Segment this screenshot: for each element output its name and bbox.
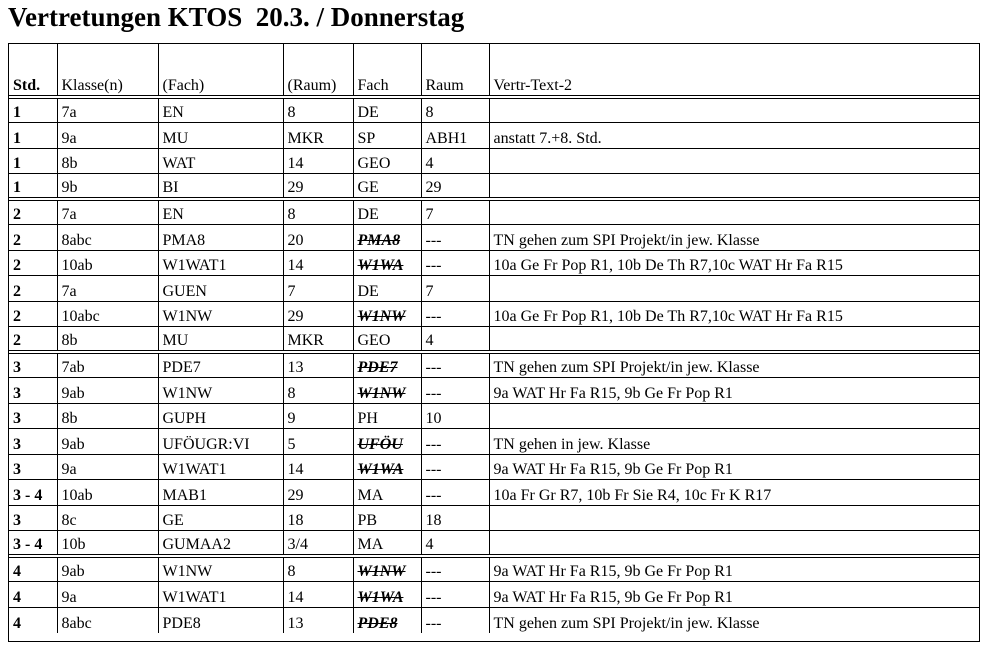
cell-fach: DE — [353, 199, 421, 225]
cell-fach-orig: PMA8 — [158, 225, 283, 251]
cell-std: 1 — [9, 174, 57, 200]
cell-klasse: 9ab — [57, 378, 158, 404]
page-title: Vertretungen KTOS 20.3. / Donnerstag — [8, 2, 465, 32]
cell-std: 2 — [9, 327, 57, 353]
cell-vertr-text: 9a WAT Hr Fa R15, 9b Ge Fr Pop R1 — [489, 556, 979, 582]
cell-raum-orig: 8 — [283, 97, 353, 123]
cell-vertr-text: 9a WAT Hr Fa R15, 9b Ge Fr Pop R1 — [489, 582, 979, 608]
cell-fach-orig: PDE8 — [158, 607, 283, 633]
cell-raum-orig: 14 — [283, 250, 353, 276]
cell-fach — [353, 454, 421, 480]
column-header-vertr-text: Vertr-Text-2 — [489, 44, 979, 97]
cell-fach: SP — [353, 123, 421, 149]
cell-klasse: 7ab — [57, 352, 158, 378]
cell-klasse: 8abc — [57, 225, 158, 251]
cell-vertr-text: TN gehen zum SPI Projekt/in jew. Klasse — [493, 614, 760, 632]
cell-klasse: 8c — [57, 505, 158, 531]
cell-raum: --- — [421, 429, 489, 455]
cell-std: 3 - 4 — [9, 531, 57, 557]
cancelled-subject: PMA8 — [357, 231, 401, 249]
cell-fach-orig: EN — [158, 199, 283, 225]
cell-raum-orig: MKR — [283, 327, 353, 353]
cell-fach: DE — [353, 97, 421, 123]
cell-fach-orig: W1WAT1 — [158, 582, 283, 608]
cell-klasse: 10ab — [57, 250, 158, 276]
cell-fach: DE — [353, 276, 421, 302]
table-row — [9, 327, 979, 353]
cell-raum-orig: 5 — [283, 429, 353, 455]
substitution-table — [9, 44, 979, 633]
cancelled-subject: UFÖU — [357, 435, 403, 453]
table-row — [9, 454, 979, 480]
cell-fach: MA — [353, 480, 421, 506]
cell-raum: --- — [421, 352, 489, 378]
table-row — [9, 403, 979, 429]
cell-raum: --- — [421, 250, 489, 276]
cell-raum-orig: 29 — [283, 174, 353, 200]
table-row — [9, 301, 979, 327]
cell-raum: 7 — [421, 276, 489, 302]
cell-fach-orig: UFÖUGR:VI — [158, 429, 283, 455]
cell-fach — [353, 556, 421, 582]
cell-fach-orig: MU — [158, 327, 283, 353]
cell-raum-orig: 18 — [283, 505, 353, 531]
cell-raum: 4 — [421, 531, 489, 557]
cell-raum-orig: 7 — [283, 276, 353, 302]
cell-raum-orig: 3/4 — [283, 531, 353, 557]
cell-fach-orig: GE — [158, 505, 283, 531]
cell-std: 4 — [9, 556, 57, 582]
cell-klasse: 9a — [57, 123, 158, 149]
cell-fach — [353, 301, 421, 327]
cell-klasse: 10abc — [57, 301, 158, 327]
cell-raum: --- — [421, 225, 489, 251]
cell-vertr-text: 10a Fr Gr R7, 10b Fr Sie R4, 10c Fr K R17 — [489, 480, 979, 506]
cell-klasse: 10ab — [57, 480, 158, 506]
cell-raum-orig: 20 — [283, 225, 353, 251]
cell-vertr-text: 10a Ge Fr Pop R1, 10b De Th R7,10c WAT Hr Fa R15 — [489, 301, 979, 327]
cell-raum-orig: 14 — [283, 148, 353, 174]
cell-vertr-text — [489, 174, 979, 200]
cell-std: 4 — [9, 607, 57, 633]
cell-raum-orig: 29 — [283, 480, 353, 506]
cell-raum: ABH1 — [421, 123, 489, 149]
cell-std: 1 — [9, 97, 57, 123]
cell-klasse: 7a — [57, 97, 158, 123]
cell-std: 4 — [9, 582, 57, 608]
table-row — [9, 480, 979, 506]
cell-fach — [353, 607, 421, 633]
cell-vertr-text: 9a WAT Hr Fa R15, 9b Ge Fr Pop R1 — [489, 454, 979, 480]
table-row — [9, 582, 979, 608]
cell-raum-orig: 8 — [283, 556, 353, 582]
cell-raum: --- — [421, 607, 489, 633]
cell-raum-orig: MKR — [283, 123, 353, 149]
cell-fach — [353, 378, 421, 404]
cell-klasse: 9a — [57, 582, 158, 608]
cell-raum: 18 — [421, 505, 489, 531]
cell-vertr-text: TN gehen zum SPI Projekt/in jew. Klasse — [489, 225, 979, 251]
cell-klasse: 8b — [57, 327, 158, 353]
cell-raum: --- — [421, 582, 489, 608]
table-row — [9, 123, 979, 149]
cell-vertr-text — [489, 505, 979, 531]
table-row — [9, 505, 979, 531]
cell-fach-orig: GUPH — [158, 403, 283, 429]
cell-raum: --- — [421, 480, 489, 506]
cell-fach — [353, 250, 421, 276]
cancelled-subject: W1WA — [357, 588, 404, 606]
cell-klasse: 9ab — [57, 556, 158, 582]
cell-raum: 8 — [421, 97, 489, 123]
column-header-std: Std. — [9, 44, 57, 97]
cell-fach-orig: EN — [158, 97, 283, 123]
cell-raum: 7 — [421, 199, 489, 225]
cell-fach: PB — [353, 505, 421, 531]
cell-raum: --- — [421, 301, 489, 327]
cell-std: 3 — [9, 352, 57, 378]
table-row — [9, 199, 979, 225]
cancelled-subject: PDE7 — [357, 359, 398, 376]
cancelled-subject: W1NW — [357, 563, 406, 580]
cell-raum: 4 — [421, 148, 489, 174]
table-row — [9, 97, 979, 123]
cell-vertr-text — [489, 199, 979, 225]
cell-std: 2 — [9, 199, 57, 225]
cell-fach-orig: GUMAA2 — [158, 531, 283, 557]
cell-klasse: 9a — [57, 454, 158, 480]
cell-fach-orig: PDE7 — [158, 352, 283, 378]
table-row — [9, 225, 979, 251]
cell-fach-orig: MAB1 — [158, 480, 283, 506]
cancelled-subject: W1NW — [357, 384, 406, 402]
cell-raum: 4 — [421, 327, 489, 353]
cell-fach: GE — [353, 174, 421, 200]
cell-vertr-text: TN gehen zum SPI Projekt/in jew. Klasse — [489, 352, 979, 378]
cell-fach-orig: W1WAT1 — [158, 454, 283, 480]
cell-fach: MA — [353, 531, 421, 557]
cell-raum: --- — [421, 378, 489, 404]
column-header-fach-orig: (Fach) — [158, 44, 283, 97]
cell-vertr-text: 9a WAT Hr Fa R15, 9b Ge Fr Pop R1 — [489, 378, 979, 404]
cell-vertr-text — [489, 148, 979, 174]
cell-fach-orig: WAT — [158, 148, 283, 174]
cell-fach: GEO — [353, 327, 421, 353]
header-row — [9, 44, 979, 97]
table-row — [9, 378, 979, 404]
cell-vertr-text — [489, 327, 979, 353]
column-header-klasse: Klasse(n) — [57, 44, 158, 97]
cell-std: 3 - 4 — [9, 480, 57, 506]
cell-fach-orig: MU — [158, 123, 283, 149]
cell-vertr-text: 10a Ge Fr Pop R1, 10b De Th R7,10c WAT Hr Fa R15 — [489, 250, 979, 276]
cell-std: 3 — [9, 429, 57, 455]
cell-klasse: 9ab — [57, 429, 158, 455]
cell-fach — [353, 352, 421, 378]
cell-raum: --- — [421, 454, 489, 480]
cell-std: 2 — [9, 225, 57, 251]
cell-std: 3 — [9, 378, 57, 404]
cancelled-subject: W1WA — [357, 257, 404, 274]
cell-raum-orig: 29 — [283, 301, 353, 327]
table-row — [9, 429, 979, 455]
cell-vertr-text — [489, 276, 979, 302]
table-row — [9, 148, 979, 174]
cell-klasse: 8b — [57, 403, 158, 429]
cell-fach-orig: BI — [158, 174, 283, 200]
cell-std: 2 — [9, 276, 57, 302]
cell-klasse: 7a — [57, 199, 158, 225]
cell-std: 3 — [9, 505, 57, 531]
cell-std: 1 — [9, 148, 57, 174]
cell-vertr-text — [489, 531, 979, 557]
cell-vertr-text — [489, 97, 979, 123]
cell-std: 2 — [9, 301, 57, 327]
cell-klasse: 7a — [57, 276, 158, 302]
cell-fach-orig: W1NW — [158, 301, 283, 327]
table-body — [9, 97, 979, 633]
cell-fach-orig: W1NW — [158, 378, 283, 404]
cell-raum-orig: 8 — [283, 378, 353, 404]
cell-std: 3 — [9, 454, 57, 480]
cell-raum-orig: 13 — [283, 607, 353, 633]
cell-klasse: 8b — [57, 148, 158, 174]
cell-vertr-text: anstatt 7.+8. Std. — [489, 123, 979, 149]
cell-vertr-text — [489, 403, 979, 429]
cell-vertr-text: TN gehen in jew. Klasse — [489, 429, 979, 455]
cell-raum-orig: 14 — [283, 454, 353, 480]
cell-raum-orig: 13 — [283, 352, 353, 378]
column-header-raum: Raum — [421, 44, 489, 97]
cell-raum-orig: 9 — [283, 403, 353, 429]
cell-fach: PH — [353, 403, 421, 429]
cell-raum: 29 — [421, 174, 489, 200]
cell-fach — [353, 429, 421, 455]
cell-std: 3 — [9, 403, 57, 429]
table-row — [9, 607, 979, 633]
cell-klasse: 8abc — [57, 607, 158, 633]
cell-std: 1 — [9, 123, 57, 149]
table-row — [9, 556, 979, 582]
cell-raum-orig: 14 — [283, 582, 353, 608]
cell-klasse: 10b — [57, 531, 158, 557]
column-header-raum-orig: (Raum) — [283, 44, 353, 97]
column-header-fach: Fach — [353, 44, 421, 97]
cell-klasse: 9b — [57, 174, 158, 200]
cell-fach-orig: GUEN — [158, 276, 283, 302]
table-row — [9, 276, 979, 302]
cell-fach — [353, 582, 421, 608]
cell-std: 2 — [9, 250, 57, 276]
cell-fach: GEO — [353, 148, 421, 174]
cancelled-subject: W1NW — [357, 308, 406, 325]
cancelled-subject: W1WA — [357, 461, 404, 478]
cell-fach-orig: W1NW — [158, 556, 283, 582]
cell-raum: --- — [421, 556, 489, 582]
cancelled-subject: PDE8 — [357, 614, 398, 632]
cell-fach-orig: W1WAT1 — [158, 250, 283, 276]
cell-raum: 10 — [421, 403, 489, 429]
table-row — [9, 352, 979, 378]
cell-fach — [353, 225, 421, 251]
table-row — [9, 531, 979, 557]
cell-raum-orig: 8 — [283, 199, 353, 225]
substitution-table-container — [8, 43, 980, 642]
table-row — [9, 174, 979, 200]
table-row — [9, 250, 979, 276]
